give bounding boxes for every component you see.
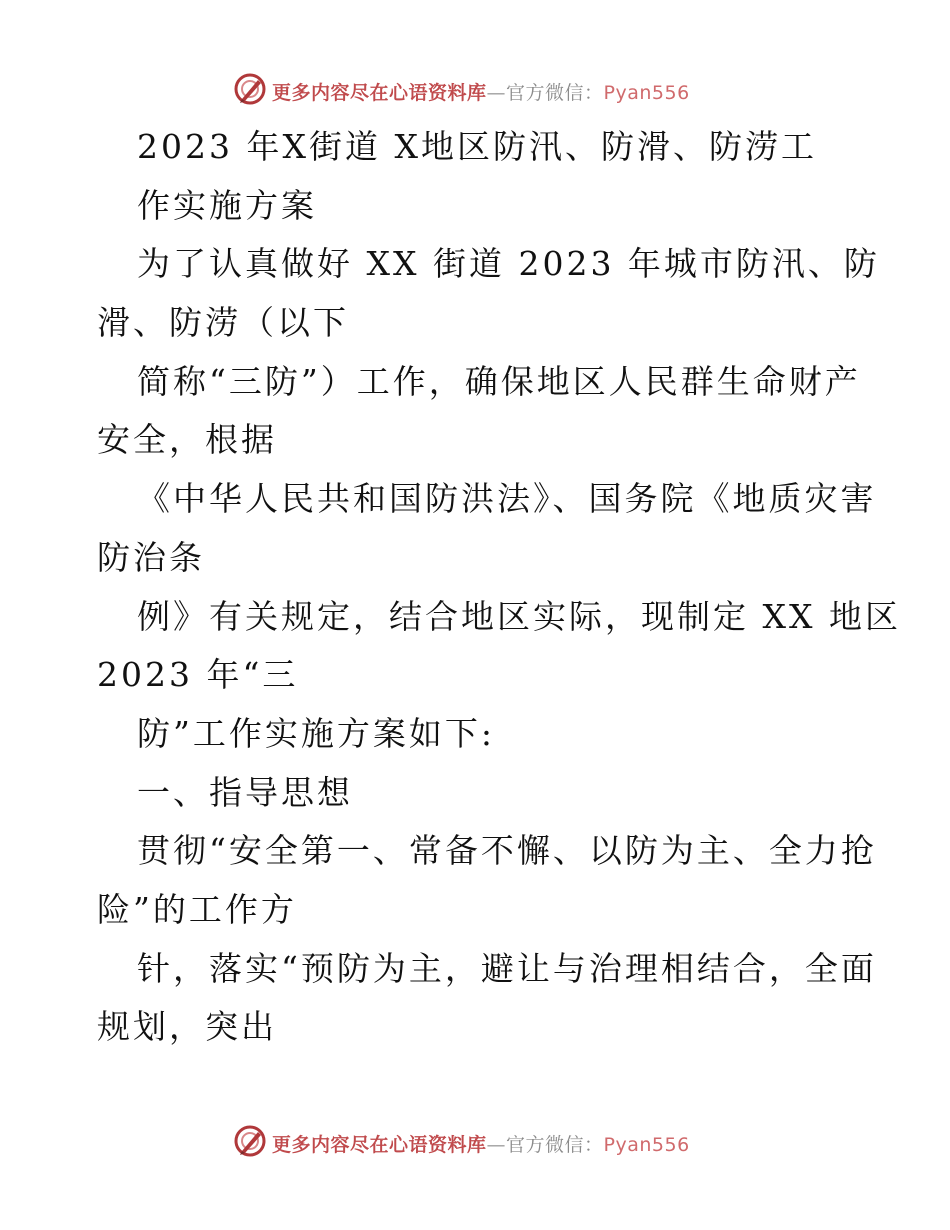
doc-line: 2023 年“三 — [97, 655, 299, 695]
doc-line: 安全，根据 — [97, 420, 277, 460]
watermark-text — [272, 78, 690, 105]
header-watermark — [0, 70, 950, 110]
document-body — [97, 118, 901, 1057]
watermark-wechat-label: 官方微信： — [506, 82, 604, 104]
doc-line: 防”工作实施方案如下: — [137, 713, 495, 753]
watermark-site: 更多内容尽在心语资料库 — [272, 82, 487, 104]
pen-logo-icon — [233, 72, 267, 106]
watermark-dash: — — [486, 1134, 507, 1156]
doc-line: 《中华人民共和国防洪法》、国务院《地质灾害 — [137, 479, 877, 519]
doc-line: 防治条 — [97, 537, 205, 577]
doc-line: 一、指导思想 — [137, 772, 353, 812]
watermark-text — [272, 1130, 690, 1157]
doc-line: 险”的工作方 — [97, 889, 297, 929]
doc-line: 滑、防涝（以下 — [97, 303, 349, 343]
watermark-account: Pyan556 — [603, 82, 690, 104]
doc-line: 例》有关规定，结合地区实际，现制定 XX 地区 — [137, 596, 901, 636]
doc-line: 为了认真做好 XX 街道 2023 年城市防汛、防 — [137, 244, 880, 284]
doc-line: 简称“三防”）工作，确保地区人民群生命财产 — [137, 361, 861, 401]
doc-line: 针，落实“预防为主，避让与治理相结合，全面 — [137, 948, 877, 988]
pen-logo-icon — [233, 1124, 267, 1158]
doc-line: 2023 年X街道 X地区防汛、防滑、防涝工 — [137, 127, 817, 166]
doc-line: 规划，突出 — [97, 1007, 277, 1047]
watermark-wechat-label: 官方微信： — [506, 1134, 604, 1156]
watermark-dash: — — [486, 82, 507, 104]
doc-line: 贯彻“安全第一、常备不懈、以防为主、全力抢 — [137, 831, 877, 871]
footer-watermark — [0, 1122, 950, 1162]
watermark-site: 更多内容尽在心语资料库 — [272, 1134, 487, 1156]
watermark-account: Pyan556 — [603, 1134, 690, 1156]
doc-line: 作实施方案 — [137, 185, 317, 225]
